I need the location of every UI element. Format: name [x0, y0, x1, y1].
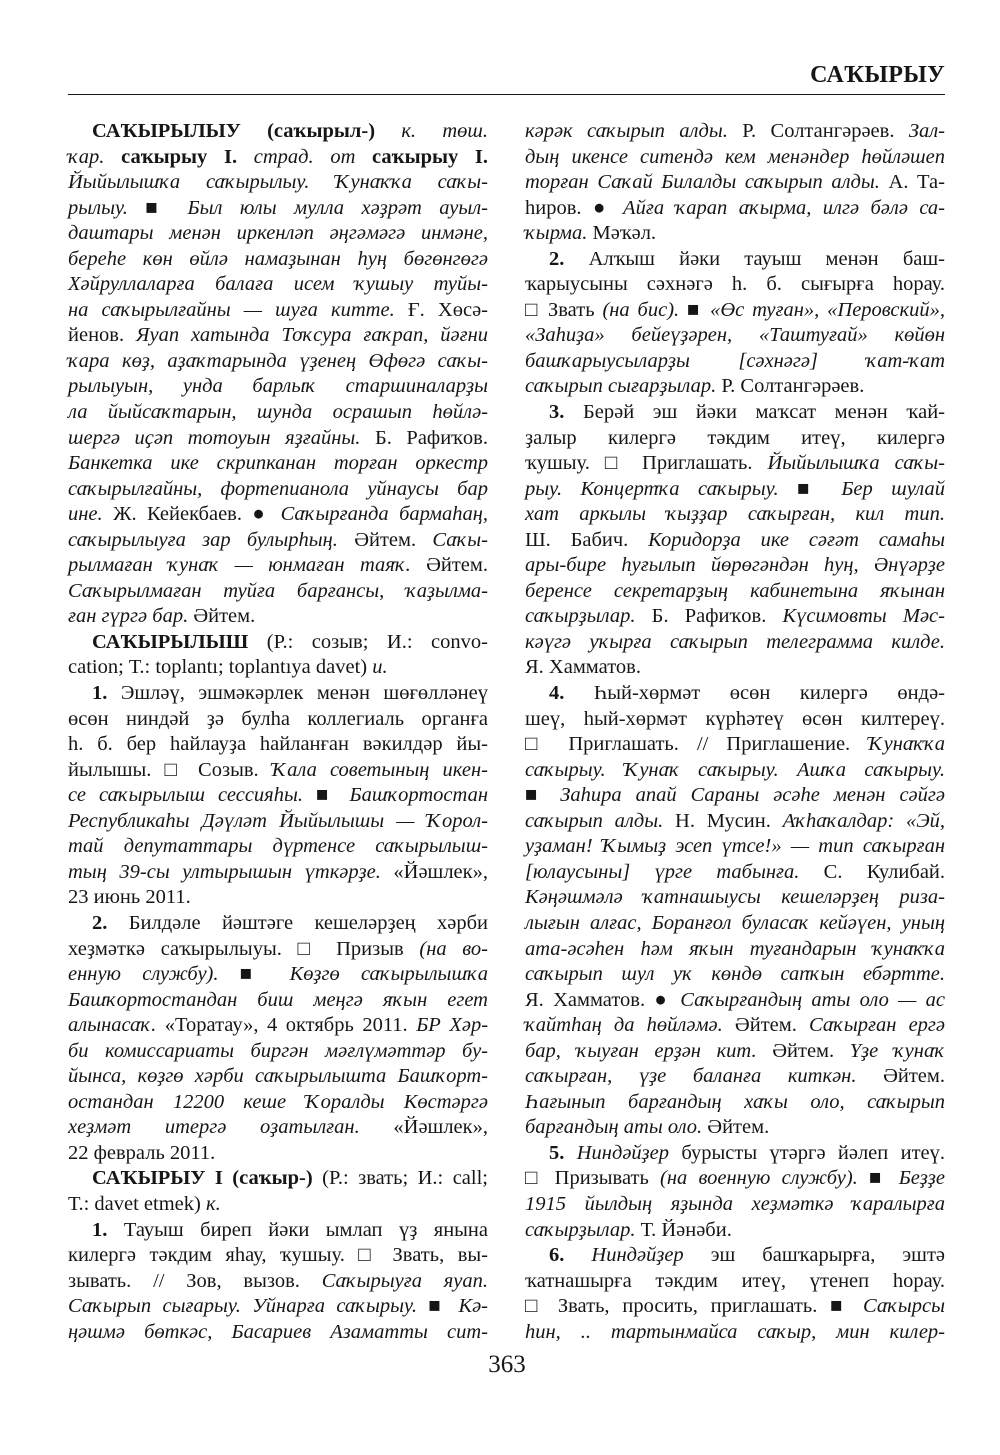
text-line: [68, 119, 488, 145]
text-run-italic: Йыйылышҡа саҡырылыу. Ҡунаҡҡа саҡы-: [68, 171, 488, 194]
text-run-italic: Заһира апай Сараны әсәһе менән сәйгә: [560, 784, 945, 807]
text-line: [525, 145, 945, 171]
text-line: [525, 579, 945, 605]
text-line: [525, 988, 945, 1014]
text-run-regular: Һый-хөрмәт өсөн килергә өндә-: [593, 682, 946, 705]
text-run-italic: ары-бире һуғылып йөрөгәндән һуң, Әнүәрҙе: [525, 554, 945, 577]
text-run-italic: саҡырып шул уҡ көндө сапҡын ебәртте.: [525, 963, 945, 986]
text-run-regular: ■: [869, 1167, 899, 1190]
text-run-regular: А. Та-: [888, 171, 945, 194]
right-text-column: [525, 119, 945, 1345]
text-run-italic: барғандың аты оло.: [525, 1116, 708, 1139]
text-run-italic: саҡырған, үҙе баланға киткән.: [525, 1065, 884, 1088]
text-line: [525, 758, 945, 784]
text-line: [68, 834, 488, 860]
text-line: [68, 681, 488, 707]
text-run-italic: (на во-: [419, 937, 488, 960]
text-run-italic: торған Саҡай Билалды саҡырып алды.: [525, 171, 889, 194]
text-line: [525, 170, 945, 196]
text-run-italic: рылмаған ҡунаҡ — юнмаған таяҡ.: [68, 554, 427, 577]
text-run-italic: лығын алғас, Боранғол буласаҡ кейәүен, уның: [525, 911, 945, 934]
text-line: [68, 1192, 488, 1218]
text-run-italic: Көҙгө саҡырылышҡа: [289, 963, 488, 986]
text-run-italic: ҡара көҙ, аҙаҡтарында үҙенең Өфөгә саҡы-: [68, 349, 488, 372]
text-line: [68, 1166, 488, 1192]
text-line: [68, 885, 488, 911]
text-paragraph: [68, 911, 488, 1166]
text-run-italic: тай депутаттары дүртенсе саҡырылыш-: [68, 835, 488, 858]
text-line: [525, 1141, 945, 1167]
text-run-italic: уҙаман! Ҡымыҙ эсеп үтсе!» — тип саҡырған: [525, 835, 945, 858]
text-run-regular: ■: [316, 784, 350, 807]
text-run-italic: Ниндәйҙер: [591, 1244, 711, 1267]
text-run-italic: Башҡортостандан биш меңгә яҡын егет: [68, 988, 488, 1011]
text-run-italic: саҡырыу. Ҡунаҡ саҡырыу. Ашҡа саҡырыу.: [525, 758, 945, 781]
text-line: [68, 1090, 488, 1116]
text-paragraph: [68, 630, 488, 681]
text-line: [525, 119, 945, 145]
text-run-regular: (Р.: созыв; И.: convo-: [266, 630, 488, 653]
text-run-italic: саҡырылыуға зар булырһың.: [68, 528, 355, 551]
text-run-italic: береһе көн өйлә намаҙынан һуң бөгөнгөгә: [68, 247, 488, 270]
text-run-italic: Зал-: [908, 120, 945, 142]
text-run-bold: 2.: [92, 911, 129, 934]
text-line: [68, 1320, 488, 1346]
text-run-bold: 6.: [549, 1244, 592, 1267]
text-run-bold: 4.: [549, 682, 594, 705]
text-run-italic: Саҡырғандың аты оло — ас: [680, 988, 945, 1011]
text-run-regular: ҡушыу. □ Приглашать.: [525, 452, 768, 475]
text-line: [68, 1218, 488, 1244]
text-run-regular: «Йәшлек»,: [393, 1116, 488, 1139]
text-line: [68, 707, 488, 733]
text-run-regular: С. Кулибай.: [823, 860, 946, 883]
text-run-italic: алынасаҡ.: [68, 1014, 165, 1037]
text-run-regular: өсөн ниндәй ҙә булһа коллегиаль органға: [68, 707, 488, 730]
text-run-italic: [юлаусыны] үрге табынға.: [525, 860, 824, 883]
text-run-italic: ине.: [68, 503, 114, 526]
text-run-italic: Кәңәшмәлә ҡатнашыусы кешеләрҙең риза-: [525, 886, 945, 909]
text-run-italic: Был юлы мулла хәҙрәт ауыл-: [187, 196, 489, 219]
text-line: [525, 834, 945, 860]
text-run-italic: Һағынып барғандың хаҡы оло, саҡырып: [525, 1090, 945, 1113]
text-run-italic: ңәшмә бөткәс, Басариев Азаматты сит-: [68, 1320, 488, 1343]
text-line: [525, 630, 945, 656]
text-run-italic: дың икенсе ситендә кем менәндер һөйләшеп: [525, 145, 945, 168]
text-run-italic: Хәйруллаларға балаға исем ҡушыу туйы-: [68, 273, 488, 296]
text-run-italic: башҡарыусыларҙы [сәхнәгә] ҡат-ҡат: [525, 349, 945, 372]
text-line: [525, 783, 945, 809]
text-run-italic: «Өс туған», «Перовский»,: [710, 298, 945, 321]
text-run-regular: бурысты үтәргә йәлеп итеү.: [681, 1141, 946, 1164]
text-line: [68, 145, 488, 171]
text-run-regular: эш башҡарырға, эштә: [710, 1244, 946, 1267]
text-line: [68, 732, 488, 758]
text-run-regular: Т. Йәнәби.: [640, 1218, 732, 1241]
text-run-regular: Б. Рафиҡов.: [374, 426, 488, 449]
text-line: [525, 937, 945, 963]
text-run-italic: ла йыйсаҡтарын, шунда осрашып һөйлә-: [68, 401, 488, 424]
text-line: [525, 1039, 945, 1065]
text-line: [525, 477, 945, 503]
text-line: [68, 579, 488, 605]
text-run-regular: ■: [239, 963, 290, 986]
text-run-regular: ■: [797, 477, 842, 500]
text-run-regular: ҡатнашырға тәкдим итеү, үтенеп һорау.: [525, 1269, 945, 1292]
text-line: [525, 1115, 945, 1141]
text-line: [68, 1294, 488, 1320]
text-run-regular: Эшләү, эшмәкәрлек менән шөғөлләнеү: [120, 682, 488, 705]
text-line: [68, 809, 488, 835]
text-run-bold: 5.: [549, 1141, 577, 1164]
text-run-regular: □ Звать, просить, приглашать. ■: [525, 1295, 863, 1318]
text-run-italic: рыу. Концертҡа саҡырыу.: [525, 477, 798, 500]
text-run-regular: 22 февраль 2011.: [68, 1141, 216, 1164]
text-line: [525, 196, 945, 222]
text-run-italic: бар, ҡыуған ерҙән кит.: [525, 1039, 773, 1062]
text-run-italic: ҡырма.: [525, 222, 593, 245]
text-line: [525, 221, 945, 247]
text-line: [525, 655, 945, 681]
text-line: [68, 451, 488, 477]
text-run-regular: Әйтем.: [707, 1116, 770, 1139]
text-run-italic: Кә-: [458, 1295, 488, 1318]
text-paragraph: [525, 1243, 945, 1345]
text-run-italic: кәүгә уҡырға саҡырып телеграмма килде.: [525, 630, 945, 653]
text-line: [525, 426, 945, 452]
text-run-italic: Банкетка ике скрипканан торған оркестр: [68, 452, 488, 475]
text-run-italic: Саҡырыуға яуап.: [321, 1269, 488, 1292]
text-run-bold: саҡырыу I.: [372, 145, 489, 168]
text-run-italic: Саҡырсы: [863, 1295, 945, 1318]
text-line: [525, 809, 945, 835]
text-run-regular: Я. Хамматов.: [525, 656, 641, 679]
text-run-italic: Ҡунаҡҡа: [868, 733, 945, 756]
text-line: [525, 962, 945, 988]
text-line: [525, 1192, 945, 1218]
text-run-regular: йылышы. □ Созыв.: [68, 758, 272, 781]
text-run-italic: Ниндәйҙер: [576, 1141, 682, 1164]
text-run-italic: Республикаһы Дәүләт Йыйылышы — Ҡорол-: [68, 809, 488, 832]
text-line: [525, 298, 945, 324]
text-run-regular: Ш. Бабич.: [525, 528, 649, 551]
text-line: [68, 349, 488, 375]
text-line: [525, 502, 945, 528]
text-line: [68, 170, 488, 196]
text-run-regular: Әйтем.: [426, 554, 488, 577]
text-run-regular: шеү, һый-хөрмәт күрһәтеү өсөн килтереү.: [525, 707, 945, 730]
text-line: [525, 707, 945, 733]
text-run-regular: Ж. Кейекбаев. ●: [113, 503, 281, 526]
text-run-regular: □ Звать: [525, 298, 603, 321]
text-line: [68, 1115, 488, 1141]
text-line: [68, 1243, 488, 1269]
text-run-bold: 1.: [92, 1218, 124, 1241]
text-line: [68, 426, 488, 452]
text-run-italic: к.: [205, 1192, 221, 1215]
text-run-italic: (на бис).: [602, 298, 688, 321]
text-line: [68, 323, 488, 349]
text-run-regular: Әйтем.: [772, 1039, 850, 1062]
text-line: [68, 655, 488, 681]
text-run-italic: саҡырҙылар.: [525, 605, 652, 628]
text-run-italic: Бер шулай: [841, 477, 945, 500]
running-head: САҠЫРЫУ: [810, 62, 945, 88]
text-line: [525, 1013, 945, 1039]
page-number: 363: [488, 1351, 526, 1378]
text-run-italic: се саҡырылыш сессияһы.: [68, 784, 317, 807]
text-run-italic: Коридорҙа ике сәғәт самаһы: [648, 528, 946, 551]
text-run-regular: Алҡыш йәки тауыш менән баш-: [588, 247, 945, 270]
text-line: [525, 1243, 945, 1269]
text-run-regular: (Р.: звать; И.: call;: [322, 1167, 488, 1190]
text-run-regular: ■: [145, 196, 188, 219]
text-run-regular: Берәй эш йәки маҡсат менән ҡай-: [582, 401, 946, 424]
text-line: [68, 298, 488, 324]
text-run-italic: ҡар.: [68, 145, 122, 168]
text-line: [525, 400, 945, 426]
text-run-regular: Н. Мусин.: [675, 809, 783, 832]
text-line: [525, 1269, 945, 1295]
text-run-italic: саҡырылғайны, фортепианола уйнаусы бар: [68, 477, 488, 500]
text-run-regular: □ Приглашать. // Приглашение.: [525, 733, 869, 756]
text-paragraph: [525, 119, 945, 247]
text-line: [68, 1141, 488, 1167]
text-run-regular: ҙалыр килергә тәкдим итеү, килергә: [525, 426, 945, 449]
text-run-regular: йенов.: [68, 324, 137, 347]
text-line: [68, 1013, 488, 1039]
text-line: [525, 1320, 945, 1346]
text-run-regular: ■: [687, 298, 711, 321]
text-run-bold: САҠЫРЫЛЫШ: [92, 630, 267, 653]
text-run-bold: 3.: [549, 401, 583, 424]
text-line: [68, 502, 488, 528]
text-line: [525, 1294, 945, 1320]
text-run-regular: □ Призывать: [525, 1167, 661, 1190]
text-line: [525, 247, 945, 273]
text-run-italic: страд. от: [253, 145, 373, 168]
text-run-regular: «Йәшлек»,: [393, 860, 488, 883]
text-run-regular: Б. Рафиҡов.: [651, 605, 783, 628]
text-line: [525, 1166, 945, 1192]
text-run-regular: Т.: davet etmek): [68, 1192, 206, 1215]
text-line: [525, 272, 945, 298]
text-line: [68, 962, 488, 988]
text-line: [525, 885, 945, 911]
text-line: [68, 758, 488, 784]
text-run-italic: ата-әсәһен һәм яҡын туғандарын ҡунаҡҡа: [525, 937, 945, 960]
text-line: [68, 911, 488, 937]
text-run-italic: Яуап хатында Тоҡсура ғаҡрап, йәғни: [136, 324, 488, 347]
text-line: [525, 451, 945, 477]
text-run-italic: саҡырып алды.: [525, 809, 676, 832]
text-line: [68, 1269, 488, 1295]
text-line: [525, 553, 945, 579]
text-line: [68, 477, 488, 503]
text-run-italic: беренсе секретарҙың кабинетына яҡынан: [525, 579, 945, 602]
text-run-italic: Үҙе ҡунаҡ: [849, 1039, 946, 1062]
text-run-regular: Я. Хамматов. ●: [525, 988, 681, 1011]
text-run-regular: Әйтем.: [734, 1014, 809, 1037]
text-line: [68, 1064, 488, 1090]
text-line: [525, 860, 945, 886]
text-line: [68, 860, 488, 886]
text-run-regular: хеҙмәткә саҡырылыуы. □ Призыв: [68, 937, 420, 960]
text-line: [68, 272, 488, 298]
text-line: [68, 783, 488, 809]
text-run-italic: БР Хәр-: [416, 1014, 489, 1037]
text-run-regular: һ. б. бер һайлауҙа һайланған вәкилдәр йы-: [68, 733, 488, 756]
text-run-bold: саҡырыу I.: [121, 145, 254, 168]
text-run-regular: Ғ. Хөсә-: [407, 298, 488, 321]
header-rule: [68, 94, 945, 95]
text-paragraph: [68, 119, 488, 630]
text-line: [525, 604, 945, 630]
text-line: [68, 553, 488, 579]
text-line: [68, 604, 488, 630]
text-run-bold: 2.: [549, 247, 589, 270]
text-run-bold: САҠЫРЫЛЫУ (саҡырыл-): [92, 120, 402, 142]
text-run-italic: тың 39-сы ултырышын үткәрҙе.: [68, 860, 394, 883]
text-run-italic: һин, .. тартынмайса саҡыр, мин килер-: [525, 1320, 945, 1343]
text-run-italic: даштары менән иркенләп әңгәмәгә инмәне,: [68, 222, 488, 245]
text-run-regular: Әйтем.: [354, 528, 433, 551]
text-paragraph: [68, 1166, 488, 1217]
text-run-italic: би комиссариаты биргән мәғлүмәттәр бу-: [68, 1039, 488, 1062]
text-line: [525, 1064, 945, 1090]
text-run-italic: рылыу.: [68, 196, 146, 219]
text-line: [525, 732, 945, 758]
text-run-italic: к. төш.: [401, 120, 488, 142]
text-line: [525, 323, 945, 349]
text-paragraph: [525, 681, 945, 1141]
text-run-italic: Саҡырғанда бармаһаң,: [280, 503, 488, 526]
text-run-italic: Айға ҡарап аҡырма, илгә бәлә са-: [623, 196, 945, 219]
text-run-italic: «Заһиҙа» бейеүҙәрен, «Таштуғай» көйөн: [525, 324, 945, 347]
text-run-regular: килергә тәкдим яһау, ҡушыу. □ Звать, вы-: [68, 1244, 488, 1267]
text-line: [68, 374, 488, 400]
text-run-italic: Аҡһаҡалдар: «Эй,: [782, 809, 946, 832]
text-paragraph: [525, 247, 945, 400]
text-run-italic: Ҡала советының икен-: [271, 758, 488, 781]
text-run-italic: хеҙмәт итергә оҙатылған.: [68, 1116, 394, 1139]
text-run-italic: саҡырып сығарҙылар.: [525, 375, 722, 398]
text-run-regular: Мәҡәл.: [592, 222, 657, 245]
text-run-italic: йынса, көҙгө хәрби саҡырылышта Башҡорт-: [68, 1065, 488, 1088]
text-run-bold: 1.: [92, 682, 121, 705]
text-run-italic: Саҡырып сығарыу. Уйнарға саҡырыу.: [68, 1295, 429, 1318]
text-line: [68, 400, 488, 426]
text-run-regular: Р. Солтангәрәев.: [742, 120, 909, 142]
text-run-italic: рылыуын, унда барлыҡ старшиналарҙы: [68, 375, 488, 398]
text-run-regular: «Торатау», 4 октябрь 2011.: [164, 1014, 417, 1037]
text-line: [68, 528, 488, 554]
text-run-italic: шергә иҫәп тотоуын яҙғайны.: [68, 426, 375, 449]
text-line: [525, 349, 945, 375]
text-run-regular: зывать. // Зов, вызов.: [68, 1269, 322, 1292]
text-paragraph: [525, 400, 945, 681]
text-run-italic: кәрәк саҡырып алды.: [525, 120, 743, 142]
text-run-regular: cation; Т.: toplantı; toplantıya davet): [68, 656, 373, 679]
text-run-italic: енную службу).: [68, 963, 240, 986]
text-run-italic: Саҡы-: [432, 528, 488, 551]
text-run-italic: 1915 йылдың яҙында хеҙмәткә ҡаралырға: [525, 1192, 945, 1215]
text-run-regular: Р. Солтангәрәев.: [721, 375, 865, 398]
text-line: [68, 196, 488, 222]
left-text-column: [68, 119, 488, 1345]
text-run-italic: ҡайтһаң да һөйләмә.: [525, 1014, 735, 1037]
text-run-regular: 23 июнь 2011.: [68, 886, 191, 909]
text-line: [68, 221, 488, 247]
text-run-italic: остандан 12200 кеше Ҡоралды Көстәргә: [68, 1090, 488, 1113]
text-run-italic: на саҡырылғайны — шуға китте.: [68, 298, 408, 321]
text-run-italic: Йыйылышҡа саҡы-: [767, 452, 945, 475]
text-line: [525, 528, 945, 554]
text-run-italic: ған гүргә бар.: [68, 605, 194, 628]
text-line: [525, 681, 945, 707]
text-line: [525, 1090, 945, 1116]
text-run-regular: ■: [525, 784, 561, 807]
text-line: [68, 247, 488, 273]
text-run-italic: и.: [372, 656, 388, 679]
text-run-italic: хат аркылы ҡыҙҙар саҡырған, кил тип.: [525, 503, 945, 526]
text-line: [525, 374, 945, 400]
text-line: [525, 911, 945, 937]
text-run-italic: Беҙҙе: [898, 1167, 945, 1190]
text-run-regular: Әйтем.: [883, 1065, 945, 1088]
text-line: [68, 630, 488, 656]
text-line: [68, 1039, 488, 1065]
text-run-italic: (на военную службу).: [660, 1167, 870, 1190]
text-paragraph: [68, 681, 488, 911]
text-run-italic: Күсимовты Мәс-: [782, 605, 945, 628]
text-run-italic: Башҡортостан: [349, 784, 488, 807]
text-run-italic: саҡырҙылар.: [525, 1218, 641, 1241]
text-line: [68, 988, 488, 1014]
text-run-italic: Саҡырған ергә: [809, 1014, 946, 1037]
text-line: [525, 1218, 945, 1244]
text-paragraph: [68, 1218, 488, 1346]
text-run-italic: Саҡырылмаған туйға барғансы, ҡаҙылма-: [68, 579, 488, 602]
text-run-regular: Әйтем.: [193, 605, 256, 628]
text-run-regular: ҡарыусыны сәхнәгә һ. б. сығырға һорау.: [525, 273, 945, 296]
text-run-regular: Тауыш биреп йәки ымлап үҙ янына: [123, 1218, 489, 1241]
text-line: [68, 937, 488, 963]
text-run-regular: Билдәле йәштәге кешеләрҙең хәрби: [128, 911, 488, 934]
text-run-bold: САҠЫРЫУ I (саҡыр-): [92, 1167, 323, 1190]
text-run-regular: һиров. ●: [525, 196, 624, 219]
text-paragraph: [525, 1141, 945, 1243]
text-run-regular: ■: [428, 1295, 459, 1318]
